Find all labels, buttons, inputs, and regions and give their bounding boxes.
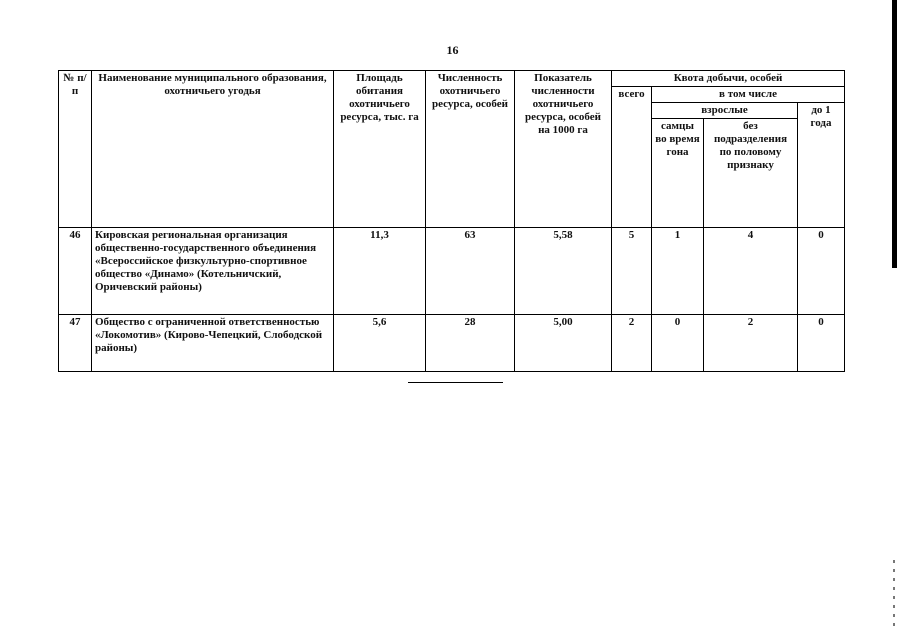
- header-count: Численность охотничьего ресурса, особей: [426, 71, 515, 228]
- cell-count: 63: [426, 228, 515, 315]
- cell-area: 11,3: [334, 228, 426, 315]
- scan-edge-mark: [892, 0, 897, 268]
- quota-table: [58, 70, 845, 372]
- cell-name: Общество с ограниченной ответственностью «Локомотив» (Кирово-Чепецкий, Слободской районы): [92, 315, 334, 372]
- cell-count: 28: [426, 315, 515, 372]
- header-area: Площадь обитания охотничьего ресурса, тыс. га: [334, 71, 426, 228]
- cell-density: 5,00: [515, 315, 612, 372]
- cell-name: Кировская региональная организация общественно-государственного объединения «Всероссийское физкультурно-спортивное общество «Динамо» (Котельничский, Оричевский районы): [92, 228, 334, 315]
- cell-males-rut: 1: [652, 228, 704, 315]
- header-adults: взрослые: [652, 103, 798, 119]
- cell-no-sex: 2: [704, 315, 798, 372]
- table-row: [59, 315, 845, 372]
- cell-no-sex: 4: [704, 228, 798, 315]
- cell-under1: 0: [798, 315, 845, 372]
- cell-area: 5,6: [334, 315, 426, 372]
- header-total: всего: [612, 87, 652, 228]
- header-under1: до 1 года: [798, 103, 845, 228]
- cell-density: 5,58: [515, 228, 612, 315]
- table-row: [59, 228, 845, 315]
- page-number: 16: [446, 43, 459, 57]
- cell-num: 46: [59, 228, 92, 315]
- cell-total: 5: [612, 228, 652, 315]
- header-males-rut: самцы во время гона: [652, 119, 704, 228]
- scan-edge-dots: [893, 560, 895, 630]
- header-including: в том числе: [652, 87, 845, 103]
- cell-under1: 0: [798, 228, 845, 315]
- header-no-sex: без подразделения по половому признаку: [704, 119, 798, 228]
- cell-males-rut: 0: [652, 315, 704, 372]
- cell-total: 2: [612, 315, 652, 372]
- header-quota: Квота добычи, особей: [612, 71, 845, 87]
- end-rule: [408, 382, 503, 383]
- header-density: Показатель численности охотничьего ресурса, особей на 1000 га: [515, 71, 612, 228]
- header-num: № п/п: [59, 71, 92, 228]
- cell-num: 47: [59, 315, 92, 372]
- header-name: Наименование муниципального образования, охотничьего угодья: [92, 71, 334, 228]
